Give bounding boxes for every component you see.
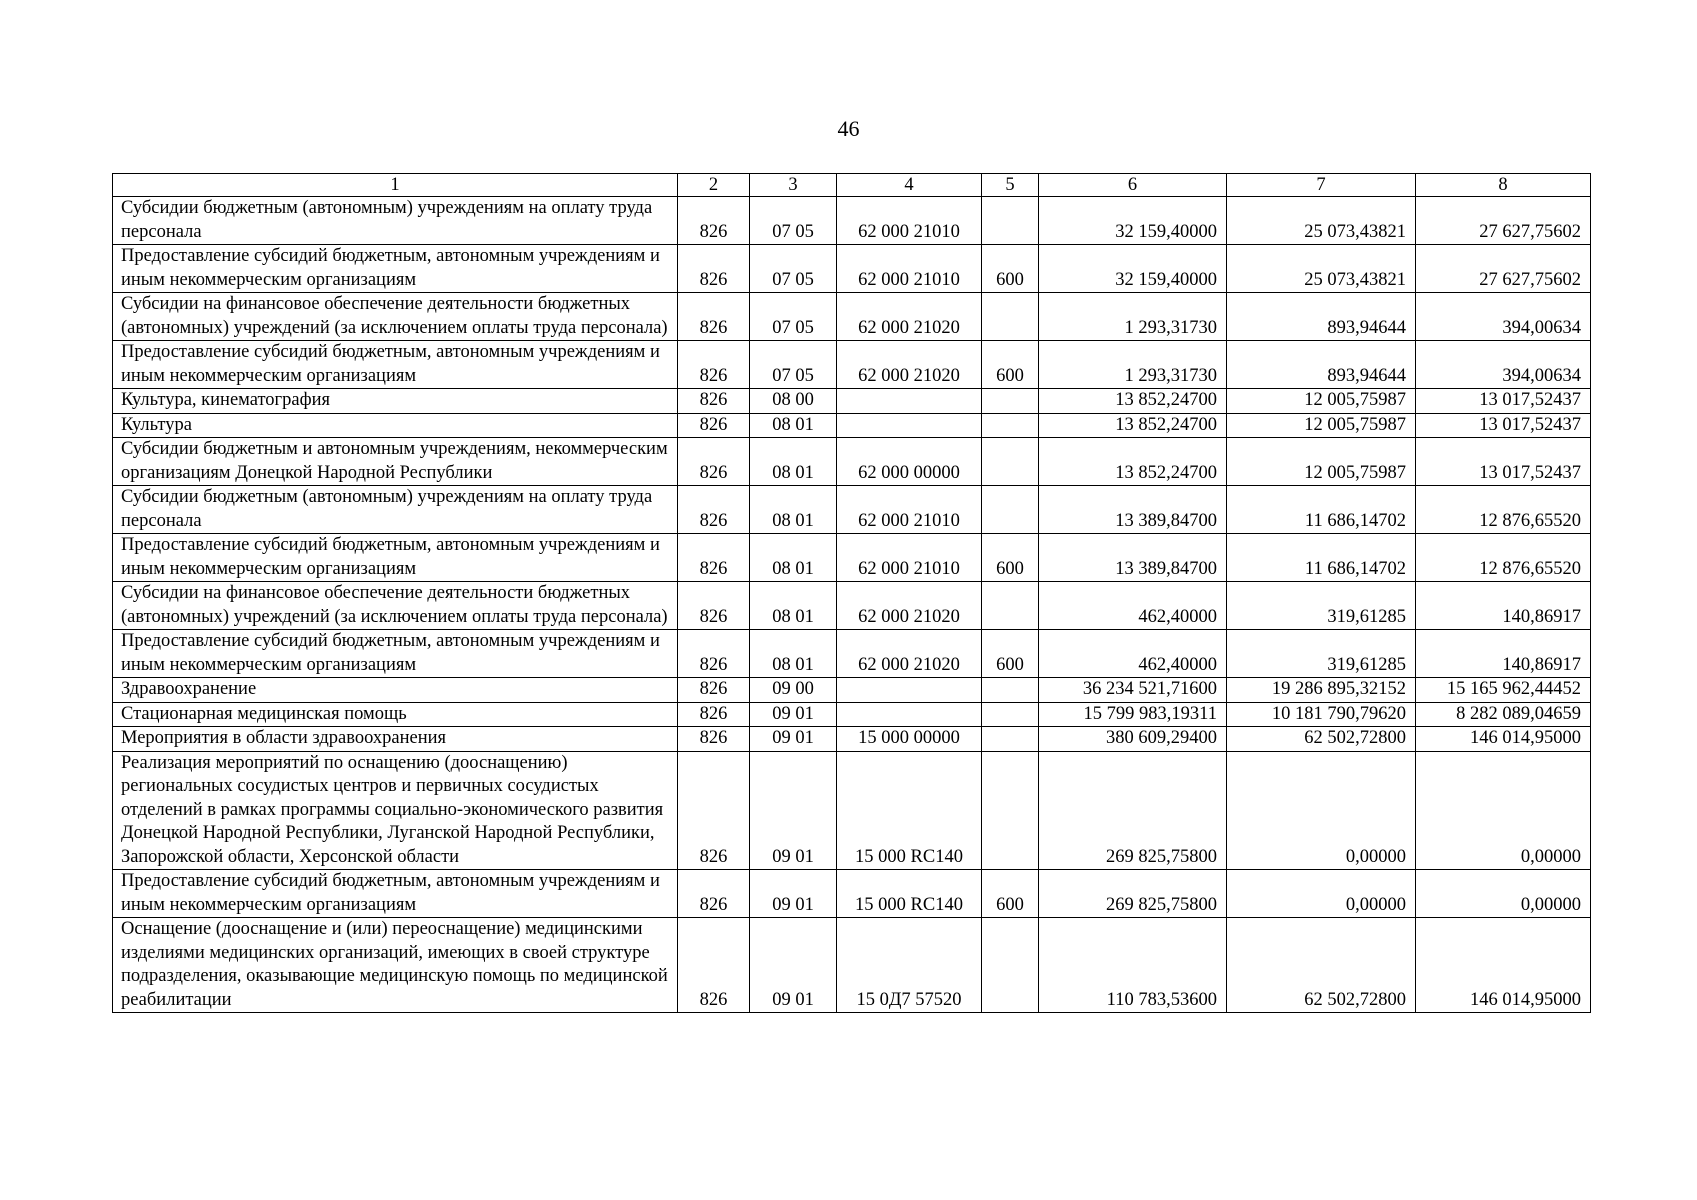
column-number: 1	[113, 174, 678, 197]
column-number: 2	[678, 174, 750, 197]
section-code: 09 01	[750, 702, 837, 727]
amount-col-6: 110 783,53600	[1039, 918, 1227, 1013]
expense-type-code	[982, 438, 1039, 486]
ministry-code: 826	[678, 438, 750, 486]
amount-col-8: 15 165 962,44452	[1416, 678, 1591, 703]
amount-col-6: 1 293,31730	[1039, 341, 1227, 389]
page-number: 46	[837, 116, 860, 141]
amount-col-7: 319,61285	[1227, 582, 1416, 630]
amount-col-8: 140,86917	[1416, 582, 1591, 630]
target-article-code: 15 000 RC140	[837, 870, 982, 918]
section-code: 07 05	[750, 197, 837, 245]
section-code: 09 01	[750, 751, 837, 870]
ministry-code: 826	[678, 870, 750, 918]
row-name: Предоставление субсидий бюджетным, автономным учреждениям и иным некоммерческим организациям	[113, 630, 678, 678]
row-name: Здравоохранение	[113, 678, 678, 703]
amount-col-7: 12 005,75987	[1227, 438, 1416, 486]
expense-type-code	[982, 727, 1039, 752]
table-row	[113, 197, 1591, 245]
column-number: 7	[1227, 174, 1416, 197]
row-name: Реализация мероприятий по оснащению (дооснащению) региональных сосудистых центров и первичных сосудистых отделений в рамках программы социально-экономического развития Донецкой Народной Республики, Луганской Народной Республики, Запорожской области, Херсонской области	[113, 751, 678, 870]
ministry-code: 826	[678, 293, 750, 341]
target-article-code: 62 000 21010	[837, 197, 982, 245]
amount-col-6: 36 234 521,71600	[1039, 678, 1227, 703]
expense-type-code: 600	[982, 245, 1039, 293]
amount-col-8: 27 627,75602	[1416, 197, 1591, 245]
expense-type-code: 600	[982, 870, 1039, 918]
ministry-code: 826	[678, 630, 750, 678]
row-name: Оснащение (дооснащение и (или) переоснащение) медицинскими изделиями медицинских организаций, имеющих в своей структуре подразделения, оказывающие медицинскую помощь по медицинской реабилитации	[113, 918, 678, 1013]
budget-table	[112, 173, 1591, 1013]
expense-type-code	[982, 486, 1039, 534]
section-code: 08 01	[750, 630, 837, 678]
row-name: Субсидии на финансовое обеспечение деятельности бюджетных (автономных) учреждений (за исключением оплаты труда персонала)	[113, 293, 678, 341]
section-code: 08 01	[750, 413, 837, 438]
row-name: Культура	[113, 413, 678, 438]
amount-col-7: 12 005,75987	[1227, 389, 1416, 414]
target-article-code	[837, 389, 982, 414]
amount-col-6: 269 825,75800	[1039, 751, 1227, 870]
ministry-code: 826	[678, 678, 750, 703]
row-name: Субсидии бюджетным и автономным учреждениям, некоммерческим организациям Донецкой Народной Республики	[113, 438, 678, 486]
amount-col-7: 19 286 895,32152	[1227, 678, 1416, 703]
table-row	[113, 918, 1591, 1013]
expense-type-code	[982, 678, 1039, 703]
amount-col-7: 0,00000	[1227, 751, 1416, 870]
ministry-code: 826	[678, 486, 750, 534]
amount-col-8: 394,00634	[1416, 341, 1591, 389]
row-name: Мероприятия в области здравоохранения	[113, 727, 678, 752]
amount-col-6: 380 609,29400	[1039, 727, 1227, 752]
column-number: 4	[837, 174, 982, 197]
amount-col-7: 0,00000	[1227, 870, 1416, 918]
target-article-code: 62 000 21020	[837, 341, 982, 389]
amount-col-7: 893,94644	[1227, 293, 1416, 341]
amount-col-6: 15 799 983,19311	[1039, 702, 1227, 727]
amount-col-8: 8 282 089,04659	[1416, 702, 1591, 727]
amount-col-7: 62 502,72800	[1227, 727, 1416, 752]
amount-col-6: 13 389,84700	[1039, 486, 1227, 534]
section-code: 08 00	[750, 389, 837, 414]
expense-type-code: 600	[982, 341, 1039, 389]
amount-col-6: 13 852,24700	[1039, 389, 1227, 414]
amount-col-6: 32 159,40000	[1039, 197, 1227, 245]
amount-col-8: 0,00000	[1416, 751, 1591, 870]
table-row	[113, 438, 1591, 486]
amount-col-6: 462,40000	[1039, 582, 1227, 630]
expense-type-code: 600	[982, 534, 1039, 582]
section-code: 09 01	[750, 870, 837, 918]
expense-type-code	[982, 293, 1039, 341]
amount-col-7: 319,61285	[1227, 630, 1416, 678]
section-code: 09 01	[750, 727, 837, 752]
row-name: Субсидии на финансовое обеспечение деятельности бюджетных (автономных) учреждений (за исключением оплаты труда персонала)	[113, 582, 678, 630]
amount-col-8: 146 014,95000	[1416, 727, 1591, 752]
section-code: 07 05	[750, 293, 837, 341]
section-code: 08 01	[750, 582, 837, 630]
amount-col-6: 269 825,75800	[1039, 870, 1227, 918]
ministry-code: 826	[678, 918, 750, 1013]
section-code: 07 05	[750, 341, 837, 389]
ministry-code: 826	[678, 197, 750, 245]
table-row	[113, 534, 1591, 582]
table-row	[113, 678, 1591, 703]
row-name: Субсидии бюджетным (автономным) учреждениям на оплату труда персонала	[113, 486, 678, 534]
amount-col-8: 13 017,52437	[1416, 413, 1591, 438]
target-article-code: 62 000 21010	[837, 245, 982, 293]
amount-col-8: 140,86917	[1416, 630, 1591, 678]
ministry-code: 826	[678, 389, 750, 414]
ministry-code: 826	[678, 751, 750, 870]
table-row	[113, 751, 1591, 870]
expense-type-code	[982, 918, 1039, 1013]
amount-col-6: 1 293,31730	[1039, 293, 1227, 341]
row-name: Предоставление субсидий бюджетным, автономным учреждениям и иным некоммерческим организациям	[113, 534, 678, 582]
amount-col-6: 32 159,40000	[1039, 245, 1227, 293]
ministry-code: 826	[678, 582, 750, 630]
column-number: 3	[750, 174, 837, 197]
section-code: 08 01	[750, 486, 837, 534]
target-article-code: 15 000 RC140	[837, 751, 982, 870]
amount-col-8: 394,00634	[1416, 293, 1591, 341]
section-code: 09 00	[750, 678, 837, 703]
target-article-code: 62 000 21020	[837, 582, 982, 630]
row-name: Субсидии бюджетным (автономным) учреждениям на оплату труда персонала	[113, 197, 678, 245]
target-article-code: 15 000 00000	[837, 727, 982, 752]
section-code: 08 01	[750, 438, 837, 486]
amount-col-7: 11 686,14702	[1227, 486, 1416, 534]
amount-col-8: 12 876,65520	[1416, 486, 1591, 534]
table-row	[113, 630, 1591, 678]
target-article-code: 15 0Д7 57520	[837, 918, 982, 1013]
table-row	[113, 341, 1591, 389]
expense-type-code	[982, 582, 1039, 630]
amount-col-6: 13 852,24700	[1039, 413, 1227, 438]
row-name: Культура, кинематография	[113, 389, 678, 414]
table-row	[113, 582, 1591, 630]
table-row	[113, 293, 1591, 341]
target-article-code	[837, 413, 982, 438]
amount-col-6: 13 852,24700	[1039, 438, 1227, 486]
amount-col-7: 893,94644	[1227, 341, 1416, 389]
expense-type-code	[982, 389, 1039, 414]
table-row	[113, 389, 1591, 414]
target-article-code	[837, 678, 982, 703]
expense-type-code	[982, 413, 1039, 438]
target-article-code	[837, 702, 982, 727]
expense-type-code: 600	[982, 630, 1039, 678]
ministry-code: 826	[678, 245, 750, 293]
amount-col-8: 12 876,65520	[1416, 534, 1591, 582]
ministry-code: 826	[678, 534, 750, 582]
section-code: 08 01	[750, 534, 837, 582]
target-article-code: 62 000 21020	[837, 630, 982, 678]
column-number: 8	[1416, 174, 1591, 197]
table-row	[113, 486, 1591, 534]
target-article-code: 62 000 21010	[837, 534, 982, 582]
table-row	[113, 245, 1591, 293]
column-number-row	[113, 174, 1591, 197]
target-article-code: 62 000 00000	[837, 438, 982, 486]
amount-col-7: 12 005,75987	[1227, 413, 1416, 438]
amount-col-7: 10 181 790,79620	[1227, 702, 1416, 727]
amount-col-8: 0,00000	[1416, 870, 1591, 918]
amount-col-7: 25 073,43821	[1227, 197, 1416, 245]
target-article-code: 62 000 21010	[837, 486, 982, 534]
table-row	[113, 413, 1591, 438]
amount-col-7: 62 502,72800	[1227, 918, 1416, 1013]
table-row	[113, 702, 1591, 727]
section-code: 07 05	[750, 245, 837, 293]
expense-type-code	[982, 751, 1039, 870]
row-name: Предоставление субсидий бюджетным, автономным учреждениям и иным некоммерческим организациям	[113, 341, 678, 389]
amount-col-8: 13 017,52437	[1416, 389, 1591, 414]
amount-col-7: 25 073,43821	[1227, 245, 1416, 293]
expense-type-code	[982, 702, 1039, 727]
amount-col-8: 27 627,75602	[1416, 245, 1591, 293]
ministry-code: 826	[678, 702, 750, 727]
ministry-code: 826	[678, 341, 750, 389]
table-row	[113, 727, 1591, 752]
expense-type-code	[982, 197, 1039, 245]
amount-col-8: 13 017,52437	[1416, 438, 1591, 486]
amount-col-7: 11 686,14702	[1227, 534, 1416, 582]
row-name: Стационарная медицинская помощь	[113, 702, 678, 727]
table-row	[113, 870, 1591, 918]
amount-col-8: 146 014,95000	[1416, 918, 1591, 1013]
target-article-code: 62 000 21020	[837, 293, 982, 341]
column-number: 5	[982, 174, 1039, 197]
column-number: 6	[1039, 174, 1227, 197]
section-code: 09 01	[750, 918, 837, 1013]
amount-col-6: 462,40000	[1039, 630, 1227, 678]
amount-col-6: 13 389,84700	[1039, 534, 1227, 582]
ministry-code: 826	[678, 413, 750, 438]
row-name: Предоставление субсидий бюджетным, автономным учреждениям и иным некоммерческим организациям	[113, 870, 678, 918]
ministry-code: 826	[678, 727, 750, 752]
row-name: Предоставление субсидий бюджетным, автономным учреждениям и иным некоммерческим организациям	[113, 245, 678, 293]
